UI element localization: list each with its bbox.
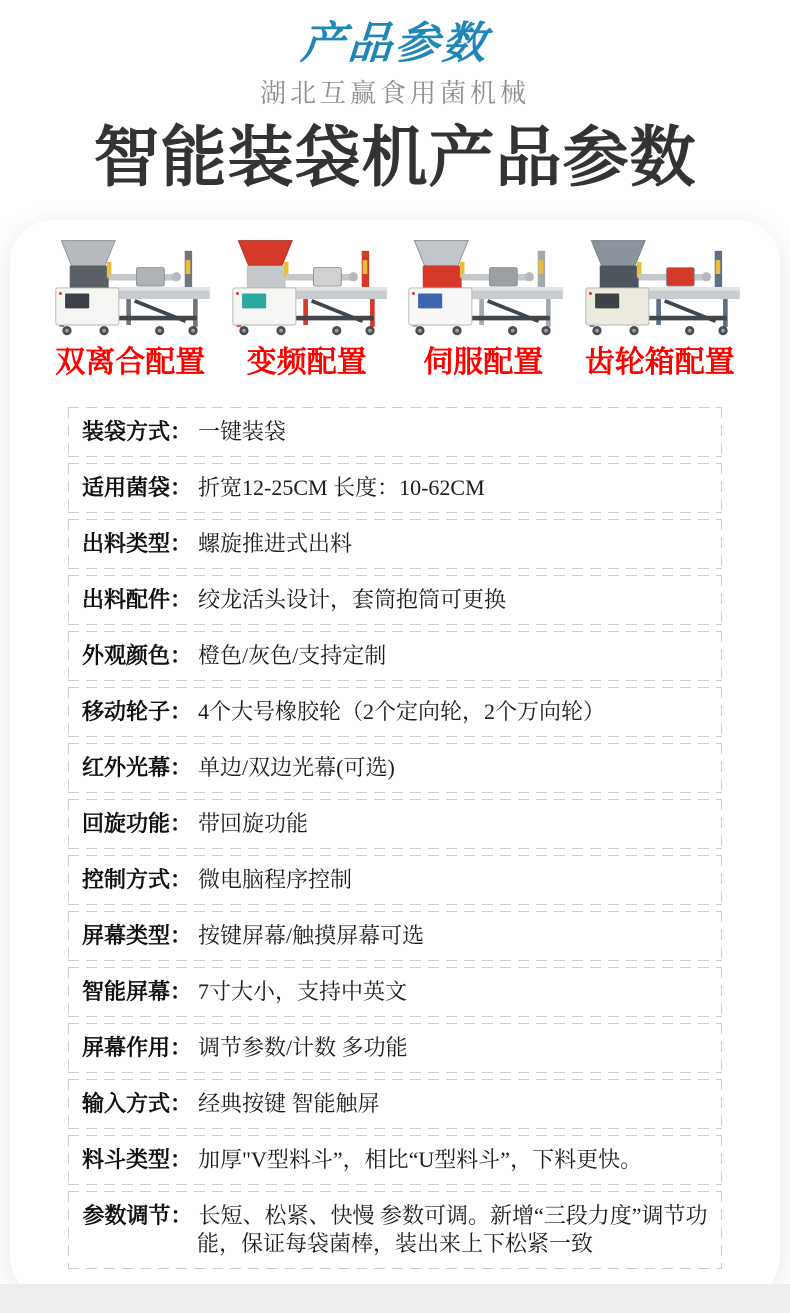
spec-label: 出料类型：: [82, 531, 193, 557]
spec-row-hopper-type: [68, 1135, 722, 1185]
spec-row-applicable-bags: [68, 463, 722, 513]
spec-row-parameter-adjustment: [68, 1191, 722, 1269]
spec-row-control-method: [68, 855, 722, 905]
spec-label: 控制方式：: [82, 867, 193, 893]
spec-value: 一键装袋: [198, 419, 287, 445]
spec-value: 4个大号橡胶轮（2个定向轮，2个万向轮）: [198, 699, 606, 725]
spec-row-appearance-color: [68, 631, 722, 681]
spec-value: 调节参数/计数 多功能: [198, 1035, 408, 1061]
machine-card-dual-clutch: [42, 236, 219, 380]
servo-machine-image: [399, 236, 567, 338]
spec-value: 折宽12-25CM 长度：10-62CM: [198, 475, 485, 501]
spec-row-rotation-function: [68, 799, 722, 849]
machine-label-variable-frequency: 变频配置: [246, 346, 367, 380]
spec-row-bagging-method: [68, 407, 722, 457]
product-params-badge: 产品参数: [299, 19, 491, 68]
specs-card: [10, 220, 780, 1299]
spec-row-screen-function: [68, 1023, 722, 1073]
spec-value: 橙色/灰色/支持定制: [198, 643, 387, 669]
spec-row-discharge-type: [68, 519, 722, 569]
spec-value: 绞龙活头设计，套筒抱筒可更换: [198, 587, 507, 613]
dual-clutch-machine-image: [46, 236, 214, 338]
machine-card-variable-frequency: [219, 236, 396, 380]
footer-band: [0, 1284, 790, 1313]
gearbox-machine-image: [576, 236, 744, 338]
spec-value: 带回旋功能: [198, 811, 309, 837]
spec-label: 适用菌袋：: [82, 475, 193, 501]
spec-row-wheels: [68, 687, 722, 737]
spec-label: 参数调节：: [82, 1203, 193, 1229]
spec-value: 长短、松紧、快慢 参数可调。新增“三段力度”调节功能，保证每袋菌棒，装出来上下松紧一致: [196, 1203, 708, 1257]
spec-label: 输入方式：: [82, 1091, 193, 1117]
spec-label: 屏幕类型：: [82, 923, 193, 949]
spec-label: 智能屏幕：: [82, 979, 193, 1005]
machine-photos-row: [10, 236, 780, 380]
page-header: [0, 0, 790, 195]
machine-label-servo: 伺服配置: [423, 346, 544, 380]
spec-value: 7寸大小，支持中英文: [198, 979, 408, 1005]
spec-value: 经典按键 智能触屏: [198, 1091, 380, 1117]
variable-frequency-machine-image: [223, 236, 391, 338]
spec-row-input-method: [68, 1079, 722, 1129]
spec-value: 按键屏幕/触摸屏幕可选: [198, 923, 425, 949]
spec-row-screen-type: [68, 911, 722, 961]
machine-label-gearbox: 齿轮箱配置: [584, 346, 735, 380]
machine-label-dual-clutch: 双离合配置: [55, 346, 206, 380]
spec-label: 料斗类型：: [82, 1147, 193, 1173]
spec-table: [68, 407, 722, 1269]
page-title: 智能装袋机产品参数: [93, 121, 697, 195]
spec-label: 回旋功能：: [82, 811, 193, 837]
spec-label: 红外光幕：: [82, 755, 193, 781]
machine-card-gearbox: [572, 236, 749, 380]
spec-row-infrared-curtain: [68, 743, 722, 793]
spec-label: 屏幕作用：: [82, 1035, 193, 1061]
spec-label: 移动轮子：: [82, 699, 193, 725]
spec-label: 外观颜色：: [82, 643, 193, 669]
spec-row-smart-screen: [68, 967, 722, 1017]
spec-label: 出料配件：: [82, 587, 193, 613]
spec-row-discharge-parts: [68, 575, 722, 625]
spec-value: 螺旋推进式出料: [198, 531, 353, 557]
company-name: 湖北互赢食用菌机械: [259, 78, 530, 108]
spec-value: 单边/双边光幕(可选): [198, 755, 395, 781]
machine-card-servo: [395, 236, 572, 380]
spec-value: 加厚"V型料斗”，相比“U型料斗”，下料更快。: [198, 1147, 643, 1173]
spec-label: 装袋方式：: [82, 419, 193, 445]
spec-value: 微电脑程序控制: [198, 867, 353, 893]
